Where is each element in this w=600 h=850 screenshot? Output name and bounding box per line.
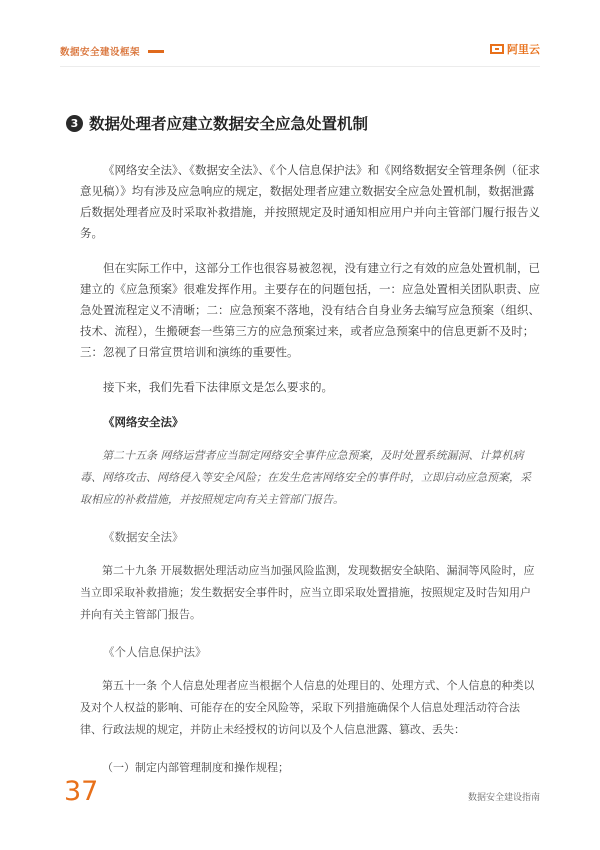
law-text-cybersecurity: 第二十五条 网络运营者应当制定网络安全事件应急预案，及时处置系统漏洞、计算机病毒、网络攻击、网络侵入等安全风险；在发生危害网络安全的事件时，立即启动应急预案，采取相应的补救措施，并按照规定向有关主管部门报告。 [80,449,531,506]
law-text-pipl: 第五十一条 个人信息处理者应当根据个人信息的处理目的、处理方式、个人信息的种类以及对个人权益的影响、可能存在的安全风险等，采取下列措施确保个人信息处理活动符合法律、行政法规的规定，并防止未经授权的访问以及个人信息泄露、篡改、丢失： [80,679,535,736]
body-paragraph-1: 《网络安全法》、《数据安全法》、《个人信息保护法》和《网络数据安全管理条例（征求意见稿）》均有涉及应急响应的规定，数据处理者应建立数据安全应急处置机制，数据泄露后数据处理者应及时采取补救措施，并按照规定及时通知相应用户并向主管部门履行报告义务。 [80,163,540,240]
law-title-pipl: 《个人信息保护法》 [103,645,207,659]
section-number-badge: 3 [66,115,83,132]
section-title: 数据处理者应建立数据安全应急处置机制 [89,115,369,133]
header-title: 数据安全建设框架 [60,47,141,58]
header-accent-bar [148,50,164,53]
body-paragraph-2: 但在实际工作中，这部分工作也很容易被忽视，没有建立行之有效的应急处置机制，已建立的《应急预案》很难发挥作用。主要存在的问题包括，一：应急处置相关团队职责、应急处置流程定义不清晰；二：应急预案不落地，没有结合自身业务去编写应急预案（组织、技术、流程），生搬硬套一些第三方的应急预案过来，或者应急预案中的信息更新不及时；三：忽视了日常宣贯培训和演练的重要性。 [80,261,540,359]
page-header [60,40,540,62]
section-heading [70,112,540,134]
header-divider [60,66,540,67]
law-title-cybersecurity: 《网络安全法》 [103,415,184,429]
aliyun-logo [490,41,540,57]
law-title-datasecurity: 《数据安全法》 [103,530,184,544]
page-number: 37 [64,776,99,807]
aliyun-logo-text: 阿里云 [507,43,540,56]
aliyun-logo-icon [490,44,504,54]
body-paragraph-3: 接下来，我们先看下法律原文是怎么要求的。 [103,380,333,394]
list-item: （一）制定内部管理制度和操作规程； [102,761,289,774]
law-text-datasecurity: 第二十九条 开展数据处理活动应当加强风险监测，发现数据安全缺陷、漏洞等风险时，应当立即采取补救措施；发生数据安全事件时，应当立即采取处置措施，按照规定及时告知用户并向有关主管部门报告。 [80,564,535,621]
footer-title: 数据安全建设指南 [467,793,540,803]
